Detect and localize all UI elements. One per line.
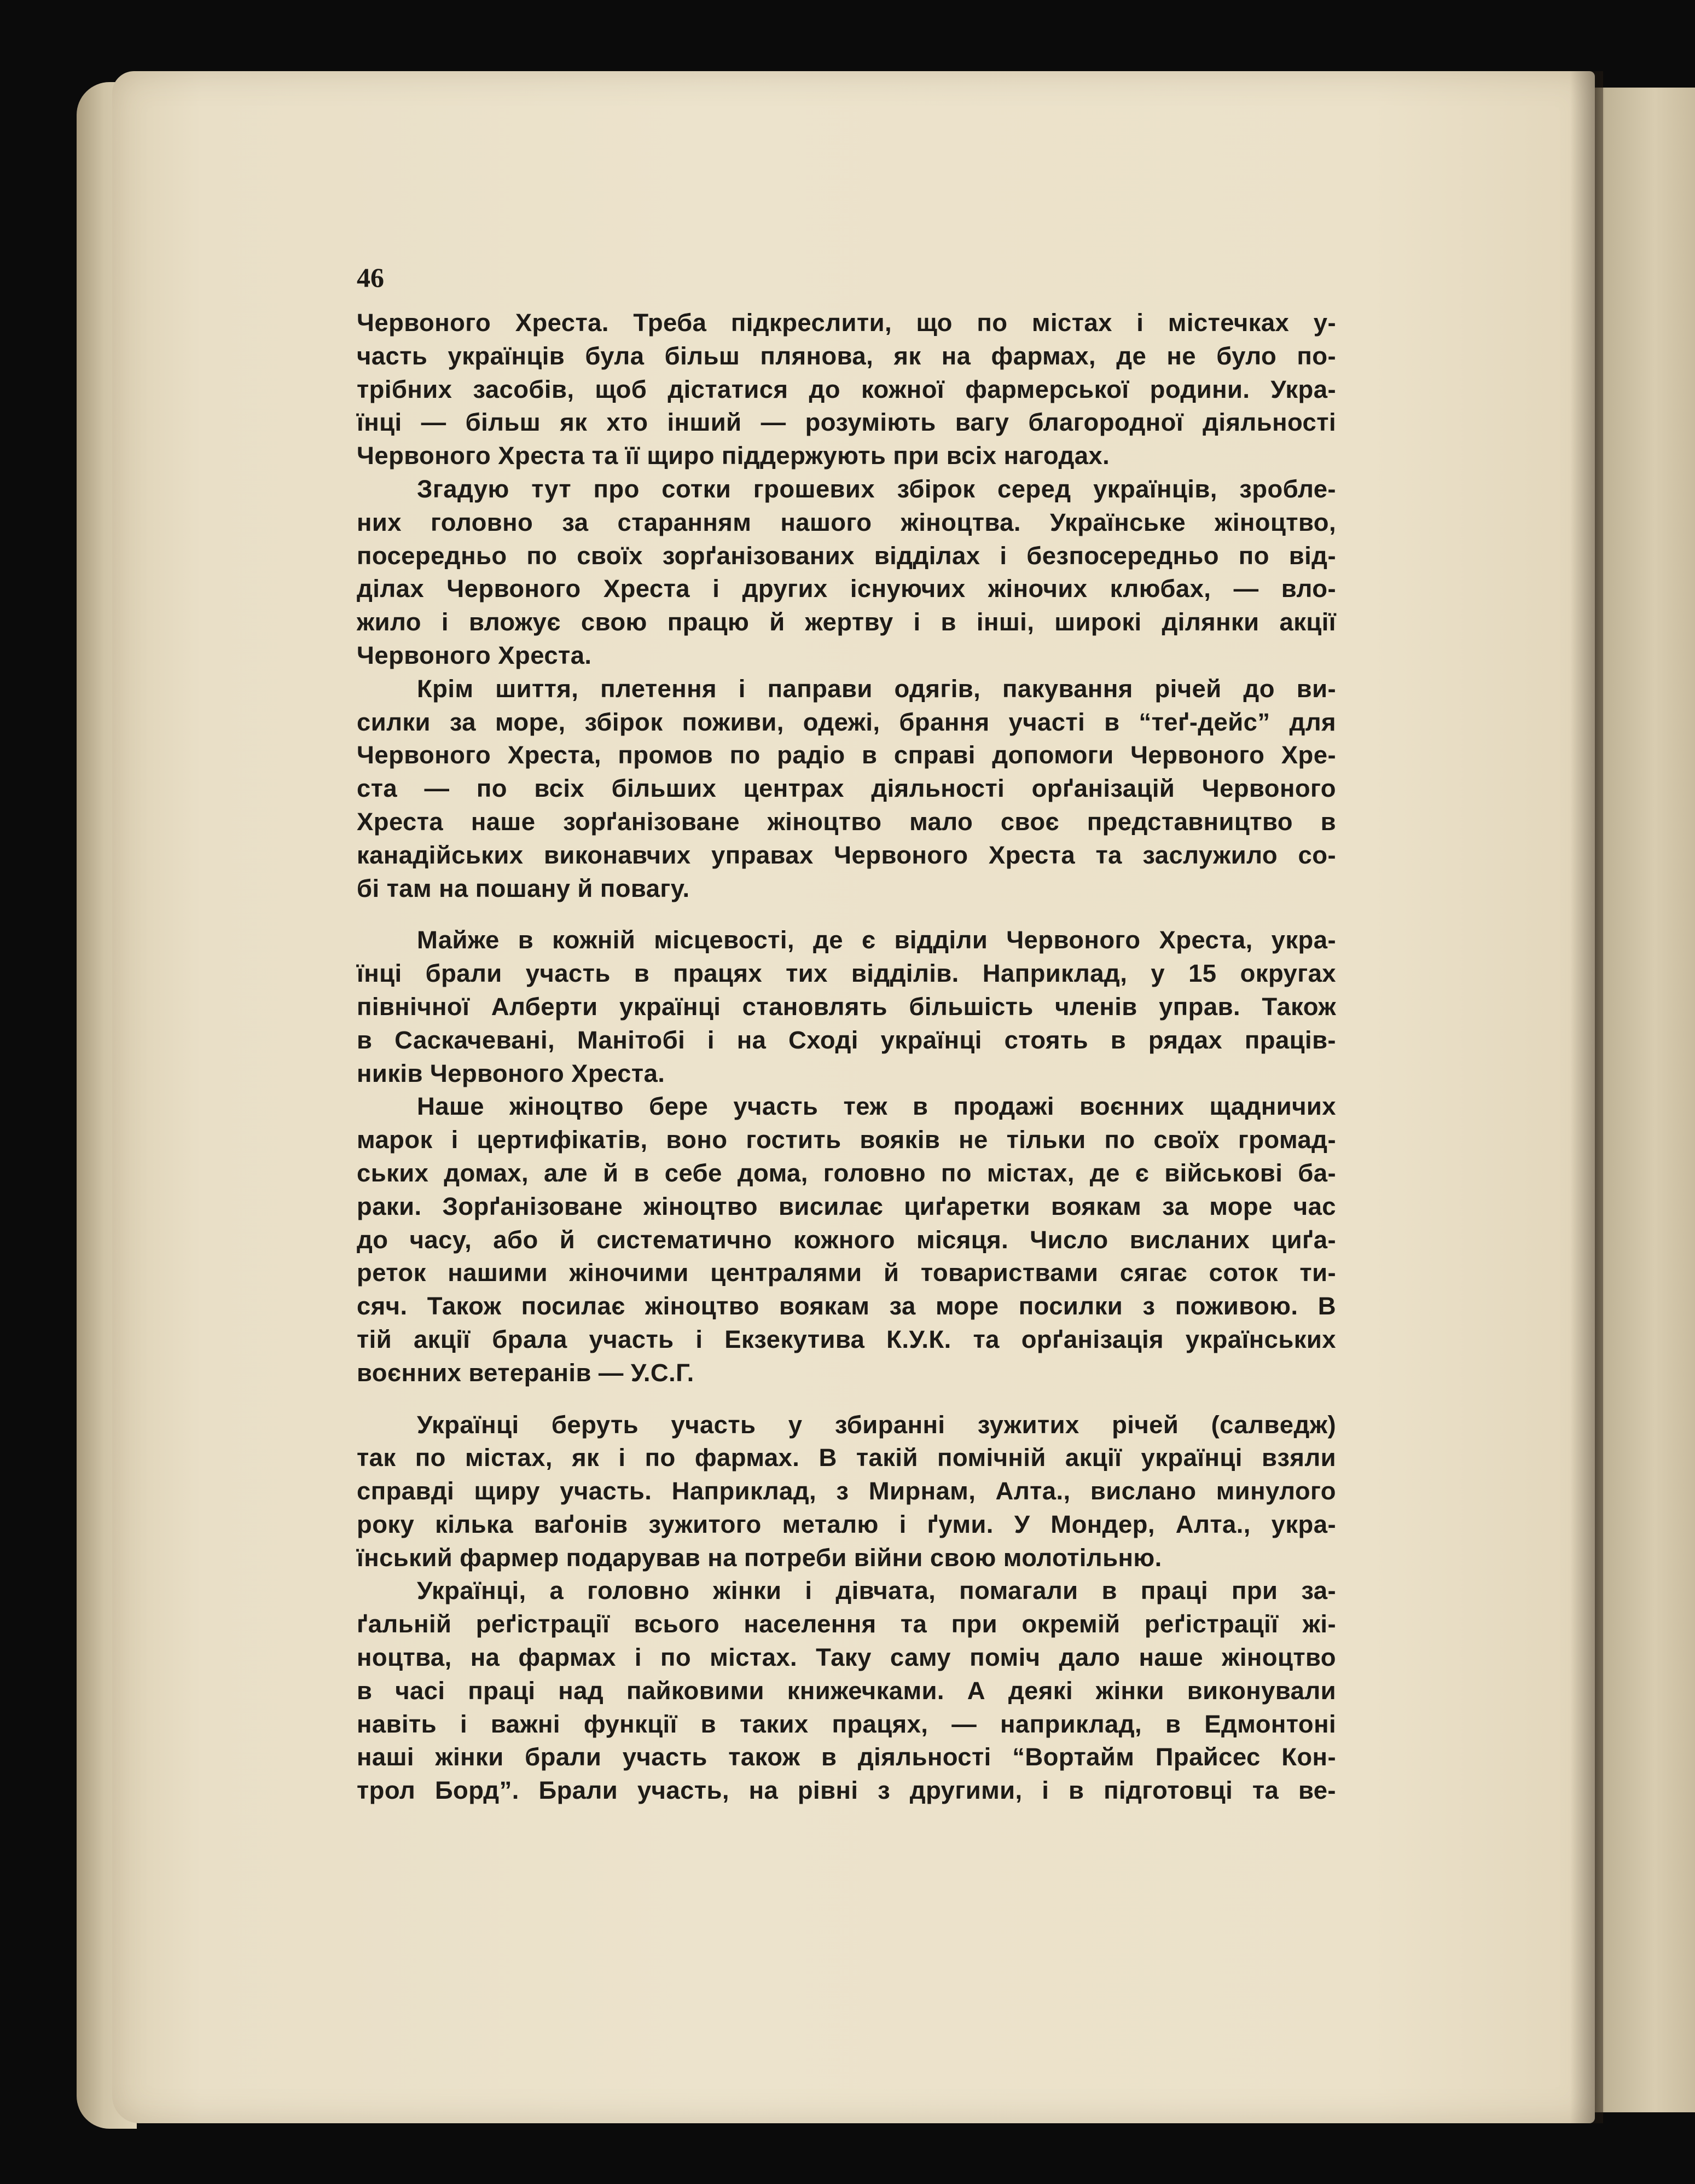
- text-line: воєнних ветеранів — У.С.Г.: [357, 1358, 694, 1387]
- next-page-edge: [1595, 88, 1695, 2112]
- gutter-shadow: [1570, 71, 1603, 2123]
- text-line: їнський фармер подарував на потреби війни свою молотільню.: [357, 1543, 1162, 1572]
- text-line: ноцтва, на фармах і по містах. Таку саму поміч дало наше жіноцтво: [357, 1643, 1336, 1672]
- text-line: їнці — більш як хто інший — розуміють вагу благородної діяльності: [357, 408, 1336, 437]
- paragraph-1: [357, 306, 1336, 473]
- text-line: ста — по всіх більших центрах діяльності орґанізацій Червоного: [357, 774, 1336, 803]
- text-line: наші жінки брали участь також в діяльності “Вортайм Прайсес Кон-: [357, 1743, 1336, 1771]
- text-line: посередньо по своїх зорґанізованих відділах і безпосередньо по від-: [357, 541, 1336, 570]
- text-line: Українці, а головно жінки і дівчата, помагали в праці при за-: [417, 1577, 1336, 1605]
- text-line: раки. Зорґанізоване жіноцтво висилає циґаретки воякам за море час: [357, 1192, 1336, 1220]
- text-line: Червоного Хреста. Треба підкреслити, що по містах і містечках у-: [357, 309, 1336, 337]
- text-line: силки за море, збірок поживи, одежі, брання участі в “теґ-дейс” для: [357, 708, 1336, 736]
- text-line: ділах Червоного Хреста і других існуючих жіночих клюбах, — вло-: [357, 575, 1336, 603]
- text-line: жило і вложує свою працю й жертву і в інші, широкі ділянки акції: [357, 608, 1336, 636]
- page-number: 46: [357, 262, 384, 293]
- text-line: реток нашими жіночими централями й товариствами сягає соток ти-: [357, 1259, 1336, 1287]
- text-line: до часу, або й систематично кожного місяця. Число висланих циґа-: [357, 1225, 1336, 1254]
- text-line: марок і цертифікатів, воно гостить вояків не тільки по своїх громад-: [357, 1126, 1336, 1154]
- text-line: сяч. Також посилає жіноцтво воякам за море посилки з поживою. В: [357, 1292, 1336, 1320]
- text-line: Українці беруть участь у збиранні зужитих річей (салвeдж): [417, 1410, 1336, 1439]
- text-line: Червоного Хреста та її щиро піддержують при всіх нагодах.: [357, 442, 1110, 470]
- text-line: Наше жіноцтво бере участь теж в продажі воєнних щадничих: [417, 1092, 1336, 1121]
- text-line: так по містах, як і по фармах. В такій помічній акції українці взяли: [357, 1444, 1336, 1472]
- text-line: трібних засобів, щоб дістатися до кожної фармерської родини. Укра-: [357, 375, 1336, 403]
- text-line: Майже в кожній місцевості, де є відділи Червоного Хреста, укра-: [417, 926, 1336, 954]
- text-line: них головно за старанням нашого жіноцтва. Українське жіноцтво,: [357, 508, 1336, 536]
- text-line: ських домах, але й в себе дома, головно по містах, де є військові ба-: [357, 1158, 1336, 1187]
- text-line: в часі праці над пайковими книжечками. А деякі жінки виконували: [357, 1676, 1336, 1705]
- text-line: Червоного Хреста, промов по радіо в справі допомоги Червоного Хре-: [357, 741, 1336, 769]
- paragraph-3: [357, 673, 1336, 906]
- paragraph-7: [357, 1574, 1336, 1808]
- text-line: канадійських виконавчих управах Червоного Хреста та заслужило со-: [357, 841, 1336, 869]
- text-line: ників Червоного Хреста.: [357, 1059, 665, 1087]
- paragraph-4: [357, 924, 1336, 1090]
- text-line: трол Борд”. Брали участь, на рівні з другими, і в підготовці та ве-: [357, 1776, 1336, 1805]
- text-line: північної Алберти українці становлять більшість членів управ. Також: [357, 992, 1336, 1021]
- text-line: справді щиру участь. Наприклад, з Мирнам, Алта., вислано минулого: [357, 1477, 1336, 1505]
- text-line: Червоного Хреста.: [357, 641, 592, 669]
- paragraph-2: [357, 473, 1336, 673]
- text-line: Крім шиття, плетення і папрaви одягів, пакування річей до ви-: [417, 674, 1336, 703]
- text-line: ґальній реґістрації всього населення та при окремій реґістрації жі-: [357, 1610, 1336, 1638]
- paragraph-6: [357, 1409, 1336, 1575]
- text-line: року кілька ваґонів зужитого металю і ґуми. У Мондер, Алта., укра-: [357, 1510, 1336, 1538]
- text-line: Хреста наше зорґанізоване жіноцтво мало своє представництво в: [357, 807, 1336, 836]
- text-line: бі там на пошану й повагу.: [357, 874, 690, 902]
- paragraph-5: [357, 1090, 1336, 1389]
- text-line: тій акції брала участь і Екзекутива К.У.К. та орґанізація українських: [357, 1325, 1336, 1353]
- text-line: часть українців була більш плянова, як на фармах, де не було по-: [357, 341, 1336, 370]
- text-line: їнці брали участь в працях тих відділів. Наприклад, у 15 округах: [357, 959, 1336, 988]
- text-line: навіть і важні функції в таких працях, — наприклад, в Едмонтоні: [357, 1710, 1336, 1738]
- text-line: в Саскачевані, Манітобі і на Сході українці стоять в рядах праців-: [357, 1026, 1336, 1054]
- page-text: [357, 306, 1336, 1808]
- text-line: Згадую тут про сотки грошевих збірок серед українців, зробле-: [417, 474, 1336, 503]
